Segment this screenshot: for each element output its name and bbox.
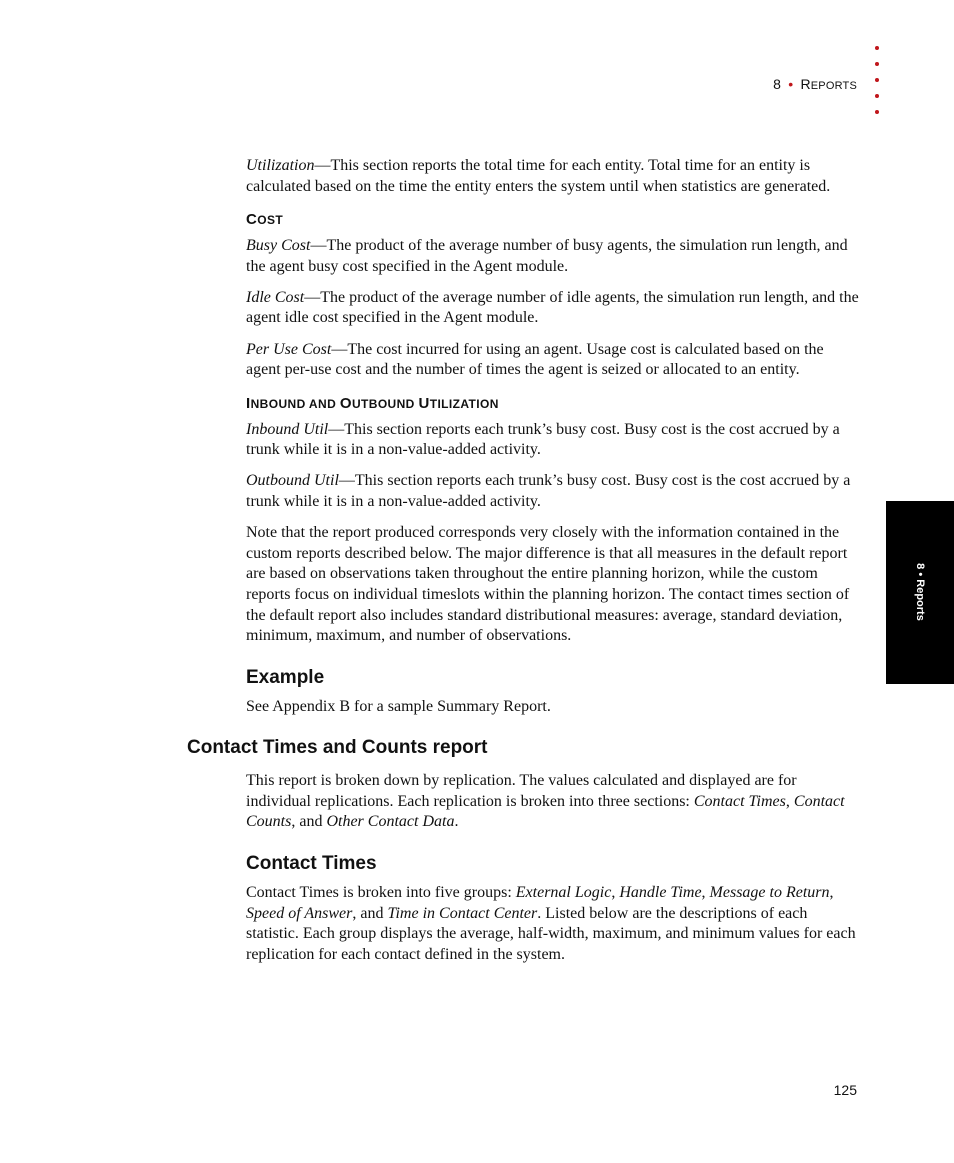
separator: , and: [291, 813, 327, 831]
page-number: 125: [833, 1082, 857, 1098]
page-body: [187, 156, 860, 965]
outbound-util-paragraph: [246, 471, 860, 512]
separator: .: [454, 813, 459, 831]
term-outbound-util: Outbound Util: [246, 472, 339, 490]
cost-heading-rest: OST: [257, 213, 284, 228]
red-dot-icon: [875, 62, 879, 66]
heading-part: TILIZATION: [429, 396, 499, 411]
separator: ,: [701, 884, 710, 902]
chapter-title-rest: EPORTS: [810, 80, 857, 92]
paragraph-text: . Listed below are the descriptions of each statistic. Each group displays the average, half-width, maximum, and minimum values for each replication for each contact defined in the system.: [246, 904, 856, 963]
contact-times-heading: Contact Times: [246, 853, 377, 875]
heading-part: O: [339, 394, 352, 412]
term-external-logic: External Logic: [515, 884, 612, 902]
busy-cost-paragraph: [246, 236, 860, 277]
contact-times-counts-paragraph: [246, 771, 860, 833]
heading-part: I: [246, 394, 251, 412]
contact-times-paragraph: [246, 883, 860, 965]
chapter-number: 8: [773, 76, 782, 92]
utilization-paragraph: [246, 156, 860, 197]
chapter-title-initial: R: [800, 76, 811, 92]
term-per-use-cost: Per Use Cost: [246, 340, 332, 358]
inbound-outbound-heading: [246, 395, 860, 413]
term-contact-counts: Contact Counts: [246, 792, 845, 831]
example-paragraph: See Appendix B for a sample Summary Report.: [246, 697, 551, 715]
separator: , and: [352, 904, 388, 922]
chapter-side-tab: [886, 501, 954, 684]
per-use-cost-paragraph: [246, 340, 860, 381]
separator: ,: [611, 884, 620, 902]
separator: ,: [829, 884, 834, 902]
term-inbound-util: Inbound Util: [246, 420, 329, 438]
paragraph-text: Contact Times is broken into five groups:: [246, 884, 516, 902]
term-other-contact-data: Other Contact Data: [326, 813, 455, 831]
cost-heading: [246, 211, 860, 229]
inbound-util-text: —This section reports each trunk’s busy cost. Busy cost is the cost accrued by a trunk while it is in a non-value-added activity.: [246, 420, 840, 459]
term-message-to-return: Message to Return: [709, 884, 830, 902]
side-tab-label: 8 • Reports: [914, 563, 926, 621]
running-header: [773, 76, 857, 92]
term-idle-cost: Idle Cost: [246, 288, 305, 306]
heading-part: UTBOUND: [351, 396, 419, 411]
heading-part: U: [418, 394, 430, 412]
example-heading: Example: [246, 666, 325, 688]
term-busy-cost: Busy Cost: [246, 237, 311, 255]
outbound-util-text: —This section reports each trunk’s busy cost. Busy cost is the cost accrued by a trunk while it is in a non-value-added activity.: [246, 472, 851, 511]
utilization-text: —This section reports the total time for each entity. Total time for an entity is calculated based on the time the entity enters the system until when statistics are generated.: [246, 157, 831, 195]
term-handle-time: Handle Time: [619, 884, 702, 902]
margin-dots-decoration: [871, 46, 883, 126]
term-speed-of-answer: Speed of Answer: [246, 904, 353, 922]
red-dot-icon: [875, 110, 879, 114]
bullet-icon: •: [788, 76, 794, 92]
per-use-cost-text: —The cost incurred for using an agent. Usage cost is calculated based on the agent per-use cost and the number of times the agent is seized or allocated to an entity.: [246, 340, 824, 379]
term-utilization: Utilization: [246, 157, 315, 174]
busy-cost-text: —The product of the average number of busy agents, the simulation run length, and the agent busy cost specified in the Agent module.: [246, 237, 848, 275]
inbound-util-paragraph: [246, 420, 860, 461]
idle-cost-text: —The product of the average number of idle agents, the simulation run length, and the agent idle cost specified in the Agent module.: [246, 288, 859, 327]
term-time-in-contact-center: Time in Contact Center: [387, 904, 538, 922]
red-dot-icon: [875, 78, 879, 82]
heading-part: NBOUND AND: [250, 396, 340, 411]
term-contact-times: Contact Times: [693, 792, 786, 810]
idle-cost-paragraph: [246, 288, 860, 329]
paragraph-text: This report is broken down by replication. The values calculated and displayed are for individual replications. Each replication is broken into three sections:: [246, 772, 797, 810]
red-dot-icon: [875, 94, 879, 98]
note-paragraph: Note that the report produced corresponds very closely with the information contained in the custom reports described below. The major difference is that all measures in the default report are based on observations taken throughout the entire planning horizon, while the custom reports focus on individual timeslots within the planning horizon. The contact times section of the default report also includes standard distributional measures: average, standard deviation, minimum, maximum, and number of observations.: [246, 524, 850, 645]
red-dot-icon: [875, 46, 879, 50]
contact-times-counts-heading: Contact Times and Counts report: [187, 737, 488, 759]
separator: ,: [785, 792, 794, 810]
cost-heading-initial: C: [246, 211, 258, 229]
